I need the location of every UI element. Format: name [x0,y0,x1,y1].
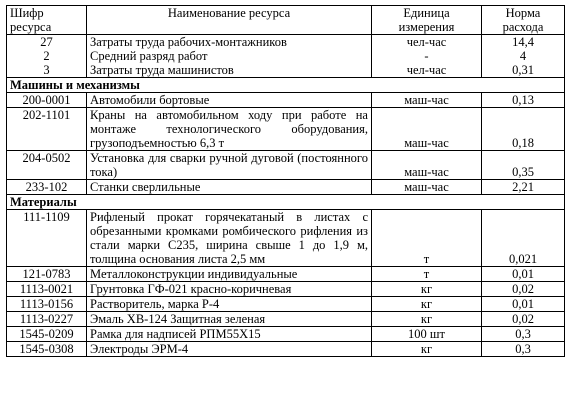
table-row [7,63,565,78]
row-unit: - [372,49,482,63]
header-code: Шифр ресурса [7,6,87,35]
row-code: 204-0502 [7,151,87,180]
row-norm: 2,21 [482,180,565,195]
table-row [7,282,565,297]
table-row [7,93,565,108]
row-name: Рифленый прокат горячекатаный в листах с обрезанными кромками ромбического рифления из стали марки С235, ширина свыше 1 до 1,9 м, толщина основания листа 2,5 мм [87,210,372,267]
table-row [7,151,565,180]
resource-table [6,5,565,357]
row-code: 27 [7,35,87,50]
row-code: 111-1109 [7,210,87,267]
row-name: Затраты труда машинистов [87,63,372,78]
row-norm: 0,01 [482,267,565,282]
row-unit: маш-час [372,93,482,108]
row-unit: маш-час [372,108,482,151]
row-unit: 100 шт [372,327,482,342]
row-code: 1545-0209 [7,327,87,342]
row-name: Растворитель, марка Р-4 [87,297,372,312]
row-unit: кг [372,282,482,297]
row-name: Электроды ЭРМ-4 [87,342,372,357]
table-row [7,327,565,342]
row-name: Затраты труда рабочих-монтажников [87,35,372,50]
row-norm: 4 [482,49,565,63]
table-row [7,312,565,327]
row-norm: 0,13 [482,93,565,108]
row-code: 1545-0308 [7,342,87,357]
row-norm: 0,02 [482,312,565,327]
table-row [7,342,565,357]
row-norm: 0,3 [482,327,565,342]
row-unit: маш-час [372,151,482,180]
row-norm: 14,4 [482,35,565,50]
row-code: 1113-0156 [7,297,87,312]
row-unit: кг [372,312,482,327]
row-unit: кг [372,297,482,312]
resource-sheet [6,5,564,357]
row-unit: чел-час [372,35,482,50]
header-name: Наименование ресурса [87,6,372,35]
row-name: Установка для сварки ручной дуговой (постоянного тока) [87,151,372,180]
header-norm: Норма расхода [482,6,565,35]
header-unit: Единица измерения [372,6,482,35]
row-unit: маш-час [372,180,482,195]
row-name: Грунтовка ГФ-021 красно-коричневая [87,282,372,297]
row-norm: 0,31 [482,63,565,78]
row-code: 233-102 [7,180,87,195]
row-norm: 0,01 [482,297,565,312]
row-code: 121-0783 [7,267,87,282]
table-row [7,210,565,267]
section-title: Материалы [7,195,565,210]
row-code: 2 [7,49,87,63]
row-name: Эмаль ХВ-124 Защитная зеленая [87,312,372,327]
table-row [7,49,565,63]
table-row [7,267,565,282]
row-name: Станки сверлильные [87,180,372,195]
table-row [7,180,565,195]
row-code: 202-1101 [7,108,87,151]
row-code: 200-0001 [7,93,87,108]
row-norm: 0,18 [482,108,565,151]
row-unit: т [372,210,482,267]
row-name: Автомобили бортовые [87,93,372,108]
row-unit: т [372,267,482,282]
row-norm: 0,3 [482,342,565,357]
table-row [7,297,565,312]
table-row [7,108,565,151]
row-norm: 0,35 [482,151,565,180]
row-code: 3 [7,63,87,78]
row-code: 1113-0227 [7,312,87,327]
row-name: Краны на автомобильном ходу при работе на монтаже технологического оборудования, грузоподъемностью 6,3 т [87,108,372,151]
row-code: 1113-0021 [7,282,87,297]
table-header-row [7,6,565,35]
section-header-materials [7,195,565,210]
row-name: Средний разряд работ [87,49,372,63]
section-header-machines [7,78,565,93]
row-unit: чел-час [372,63,482,78]
row-norm: 0,021 [482,210,565,267]
table-row [7,35,565,50]
row-norm: 0,02 [482,282,565,297]
row-name: Рамка для надписей РПМ55Х15 [87,327,372,342]
row-unit: кг [372,342,482,357]
section-title: Машины и механизмы [7,78,565,93]
row-name: Металлоконструкции индивидуальные [87,267,372,282]
